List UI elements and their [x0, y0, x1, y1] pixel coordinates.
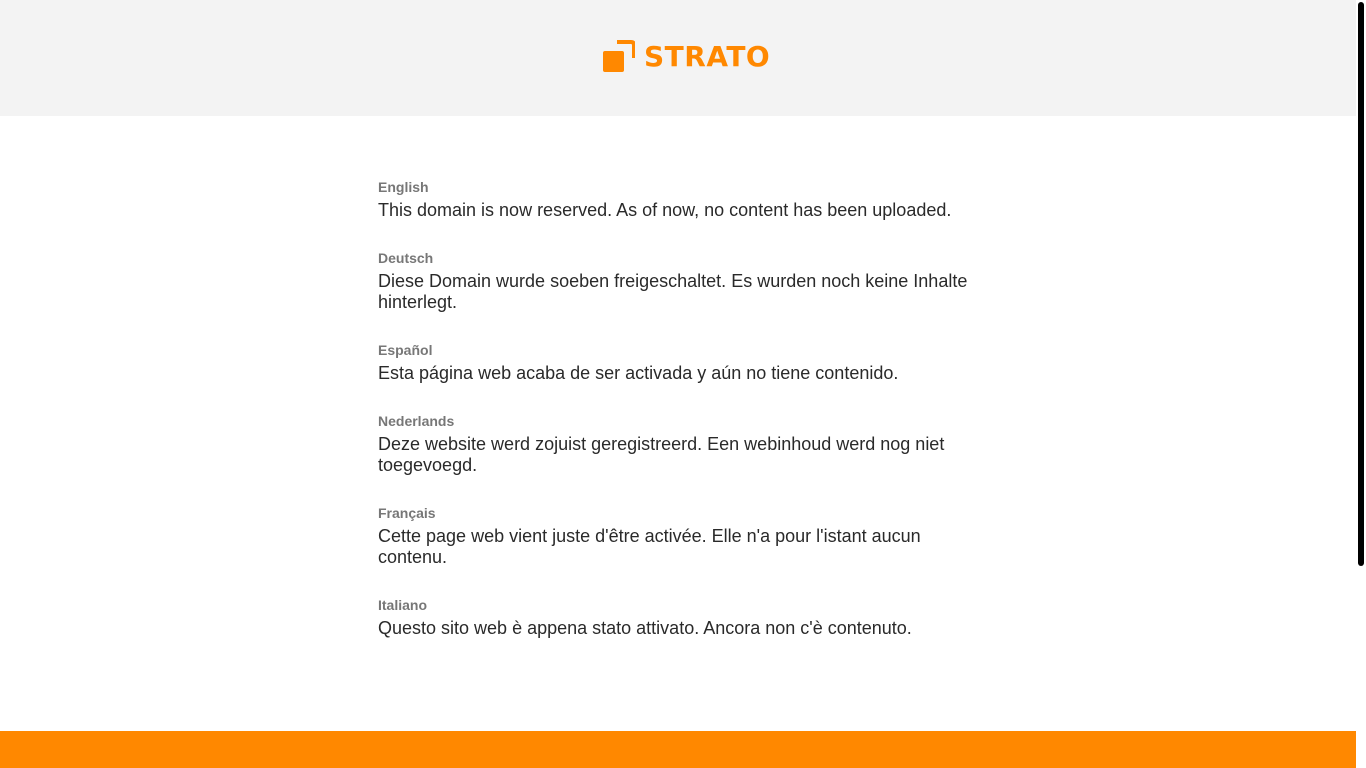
notice-nederlands — [378, 414, 978, 476]
language-message: Questo sito web è appena stato attivato. Ancora non c'è contenuto. — [378, 618, 912, 638]
language-message: Deze website werd zojuist geregistreerd. Een webinhoud werd nog niet toegevoegd. — [378, 434, 945, 475]
notice-francais — [378, 506, 978, 568]
language-label: Nederlands — [378, 413, 455, 429]
notice-italiano — [378, 598, 978, 639]
header — [0, 0, 1356, 116]
language-notices — [378, 180, 978, 669]
language-label: English — [378, 179, 429, 195]
language-label: Español — [378, 342, 433, 358]
footer-bar — [0, 731, 1356, 768]
strato-wordmark: STRATO — [644, 40, 771, 73]
language-message: This domain is now reserved. As of now, no content has been uploaded. — [378, 200, 952, 220]
vertical-scrollbar[interactable] — [1356, 0, 1366, 768]
strato-corner-square-icon — [603, 40, 635, 72]
language-message: Cette page web vient juste d'être activée. Elle n'a pour l'istant aucun contenu. — [378, 526, 921, 567]
language-label: Deutsch — [378, 250, 434, 266]
scrollbar-thumb[interactable] — [1358, 2, 1364, 566]
language-label: Français — [378, 505, 436, 521]
notice-english — [378, 180, 978, 221]
notice-espanol — [378, 343, 978, 384]
language-message: Diese Domain wurde soeben freigeschaltet. Es wurden noch keine Inhalte hinterlegt. — [378, 271, 968, 312]
notice-deutsch — [378, 251, 978, 313]
language-label: Italiano — [378, 597, 428, 613]
language-message: Esta página web acaba de ser activada y aún no tiene contenido. — [378, 363, 899, 383]
strato-logo — [603, 40, 771, 73]
